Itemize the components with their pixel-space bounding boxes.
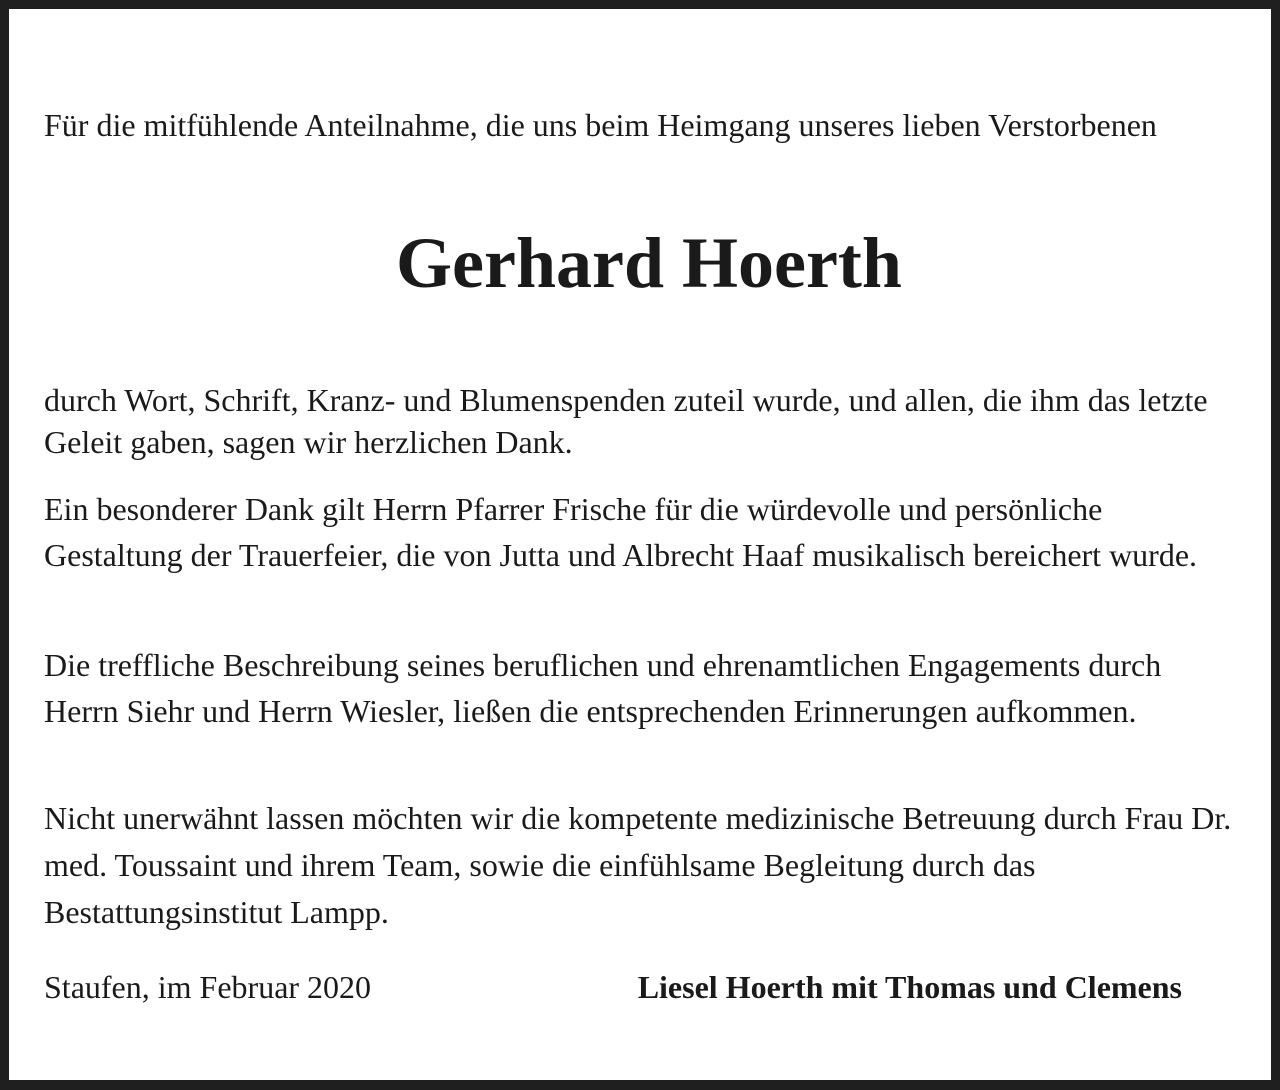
thanks-paragraph-4: Nicht unerwähnt lassen möchten wir die kompetente medizinische Betreuung durch Frau Dr. med. Toussaint und ihrem Team, sowie die einfühlsame Begleitung durch das Bestattungsinstitut Lampp. <box>44 800 1232 930</box>
deceased-name: Gerhard Hoerth <box>396 223 902 303</box>
thanks-paragraph-2: Ein besonderer Dank gilt Herrn Pfarrer Frische für die würdevolle und persönliche Gestaltung der Trauerfeier, die von Jutta und Albrecht Haaf musikalisch bereichert wurde. <box>44 491 1198 573</box>
thanks-paragraph-3: Die treffliche Beschreibung seines beruflichen und ehrenamtlichen Engagements durch Herrn Siehr und Herrn Wiesler, ließen die entsprechenden Erinnerungen aufkommen. <box>44 647 1162 729</box>
family-signature: Liesel Hoerth mit Thomas und Clemens <box>637 969 1182 1005</box>
intro-text: Für die mitfühlende Anteilnahme, die uns beim Heimgang unseres lieben Verstorbenen <box>44 107 1157 143</box>
thanks-paragraph-1: durch Wort, Schrift, Kranz- und Blumenspenden zuteil wurde, und allen, die ihm das letzte Geleit gaben, sagen wir herzlichen Dank. <box>44 382 1208 460</box>
place-date: Staufen, im Februar 2020 <box>44 969 372 1005</box>
